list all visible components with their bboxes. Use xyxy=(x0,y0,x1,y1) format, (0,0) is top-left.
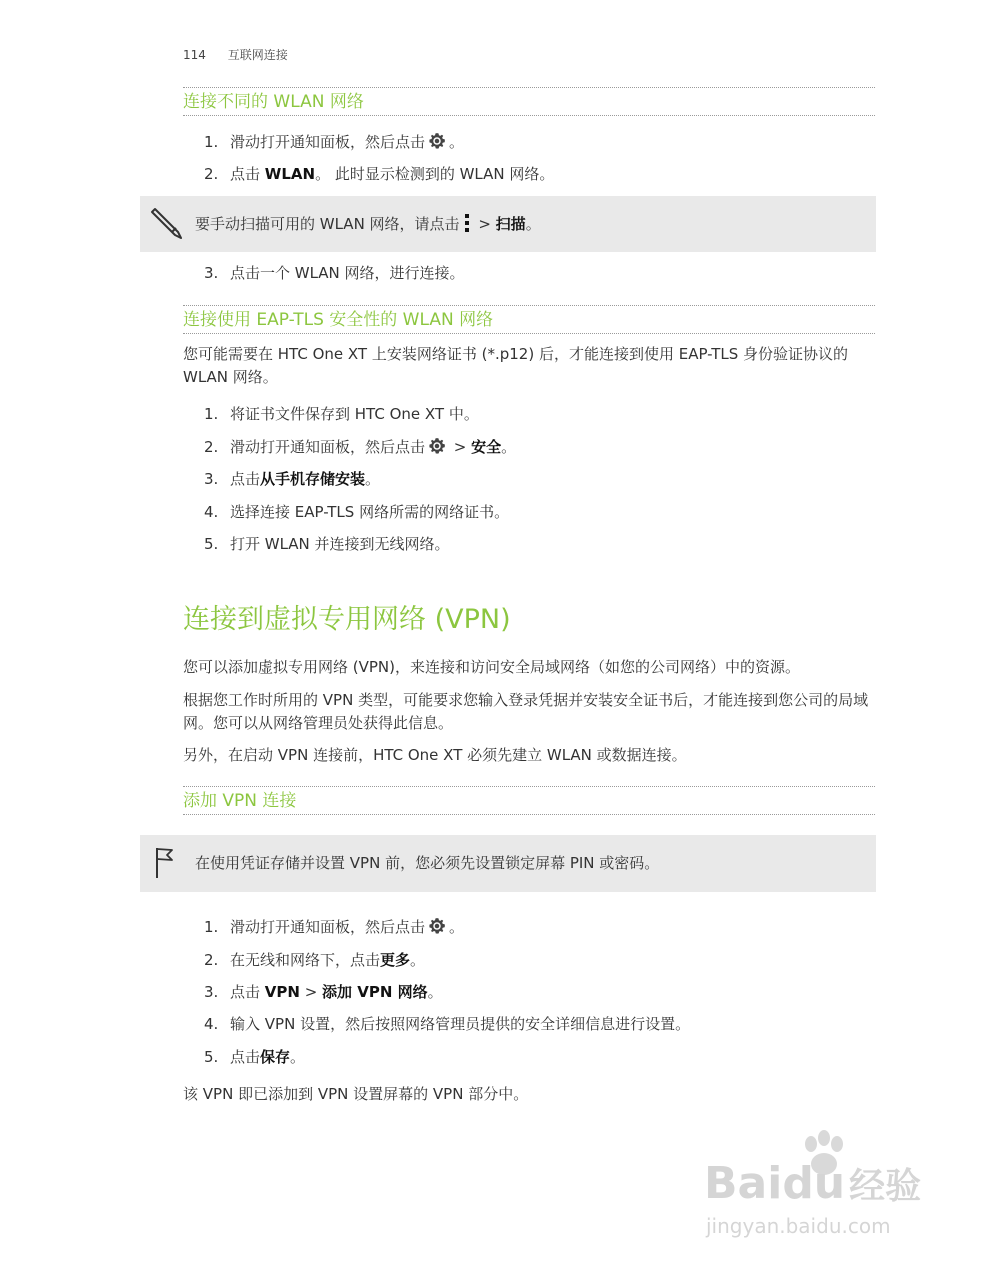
list-item xyxy=(204,403,479,425)
step-separator: > xyxy=(299,983,323,1001)
watermark-brand-2: du xyxy=(782,1158,846,1209)
step-text-end: 。 xyxy=(449,133,465,151)
chapter-name: 互联网连接 xyxy=(227,48,288,62)
step-text-end: 。 此时显示检测到的 WLAN 网络。 xyxy=(315,165,555,183)
important-text: 在使用凭证存储并设置 VPN 前，您必须先设置锁定屏幕 PIN 或密码。 xyxy=(195,854,660,872)
step-text-end: 。 xyxy=(365,470,381,488)
step-text: 选择连接 EAP-TLS 网络所需的网络证书。 xyxy=(230,503,510,521)
step-number: 4. xyxy=(204,1015,219,1033)
page-header xyxy=(183,46,288,63)
list-item xyxy=(204,262,465,284)
watermark-cn: 经验 xyxy=(849,1166,922,1207)
menu-more-icon xyxy=(463,214,471,232)
tip-note xyxy=(140,196,876,252)
section-title-add-vpn: 添加 VPN 连接 xyxy=(183,786,875,815)
step-text-end: 。 xyxy=(290,1048,306,1066)
tip-text-end: 。 xyxy=(525,215,541,233)
step-text: 滑动打开通知面板，然后点击 xyxy=(230,918,426,936)
outro-text: 该 VPN 即已添加到 VPN 设置屏幕的 VPN 部分中。 xyxy=(183,1085,529,1103)
step-number: 2. xyxy=(204,951,219,969)
list-item xyxy=(204,949,425,971)
page-number: 114 xyxy=(183,48,206,62)
step-bold: 更多 xyxy=(380,951,411,969)
step-number: 2. xyxy=(204,438,219,456)
step-text-end: 。 xyxy=(427,983,443,1001)
list-item xyxy=(204,468,380,490)
step-text-end: 。 xyxy=(501,438,517,456)
important-note xyxy=(140,835,876,892)
step-bold-2: 添加 VPN 网络 xyxy=(322,983,428,1001)
step-text: 点击 xyxy=(230,470,261,488)
tip-text-before: 要手动扫描可用的 WLAN 网络，请点击 xyxy=(195,215,460,233)
step-number: 1. xyxy=(204,133,219,151)
step-number: 1. xyxy=(204,918,219,936)
step-separator: > xyxy=(449,438,472,456)
list-item xyxy=(204,163,554,185)
step-number: 3. xyxy=(204,983,219,1001)
step-bold: VPN xyxy=(264,983,300,1001)
step-text: 将证书文件保存到 HTC One XT 中。 xyxy=(230,405,479,423)
step-number: 1. xyxy=(204,405,219,423)
step-bold: WLAN xyxy=(264,165,316,183)
list-item xyxy=(204,1013,690,1035)
step-bold: 安全 xyxy=(471,438,502,456)
section-intro: 您可能需要在 HTC One XT 上安装网络证书 (*.p12) 后，才能连接到使用 EAP-TLS 身份验证协议的 WLAN 网络。 xyxy=(183,345,849,386)
tip-bold: 扫描 xyxy=(495,215,526,233)
step-text: 点击 xyxy=(230,165,265,183)
step-number: 5. xyxy=(204,535,219,553)
list-item xyxy=(204,131,464,153)
list-item xyxy=(204,1046,305,1068)
baidu-watermark xyxy=(704,1140,934,1240)
chapter-title-vpn: 连接到虚拟专用网络 (VPN) xyxy=(183,604,511,635)
watermark-brand: Bai xyxy=(704,1158,783,1209)
step-number: 3. xyxy=(204,264,219,282)
list-item xyxy=(204,436,516,458)
step-text: 滑动打开通知面板，然后点击 xyxy=(230,438,426,456)
settings-gear-icon xyxy=(428,132,446,150)
step-text: 滑动打开通知面板，然后点击 xyxy=(230,133,426,151)
list-item xyxy=(204,501,509,523)
step-number: 5. xyxy=(204,1048,219,1066)
tip-separator: > xyxy=(473,215,496,233)
section-title-eap-tls: 连接使用 EAP-TLS 安全性的 WLAN 网络 xyxy=(183,305,875,334)
step-text: 点击一个 WLAN 网络，进行连接。 xyxy=(230,264,465,282)
settings-gear-icon xyxy=(428,437,446,455)
step-text-end: 。 xyxy=(449,918,465,936)
settings-gear-icon xyxy=(428,917,446,935)
vpn-paragraph-1: 您可以添加虚拟专用网络 (VPN)，来连接和访问安全局域网络（如您的公司网络）中的资源。 xyxy=(183,658,801,676)
step-text: 在无线和网络下，点击 xyxy=(230,951,381,969)
vpn-paragraph-2: 根据您工作时所用的 VPN 类型，可能要求您输入登录凭据并安装安全证书后，才能连接到您公司的局域网。您可以从网络管理员处获得此信息。 xyxy=(183,691,869,732)
step-text: 打开 WLAN 并连接到无线网络。 xyxy=(230,535,450,553)
flag-icon xyxy=(154,847,176,879)
step-text: 输入 VPN 设置，然后按照网络管理员提供的安全详细信息进行设置。 xyxy=(230,1015,691,1033)
step-text-end: 。 xyxy=(410,951,426,969)
step-text: 点击 xyxy=(230,983,265,1001)
step-bold: 保存 xyxy=(260,1048,291,1066)
step-number: 3. xyxy=(204,470,219,488)
list-item xyxy=(204,533,450,555)
vpn-paragraph-3: 另外，在启动 VPN 连接前，HTC One XT 必须先建立 WLAN 或数据连接。 xyxy=(183,746,687,764)
step-number: 2. xyxy=(204,165,219,183)
section-title-wlan: 连接不同的 WLAN 网络 xyxy=(183,87,875,116)
list-item xyxy=(204,916,464,938)
step-number: 4. xyxy=(204,503,219,521)
tip-text xyxy=(195,213,541,235)
pencil-icon xyxy=(148,206,184,240)
list-item xyxy=(204,981,443,1003)
step-bold: 从手机存储安装 xyxy=(260,470,366,488)
watermark-url: jingyan.baidu.com xyxy=(706,1214,891,1238)
step-text: 点击 xyxy=(230,1048,261,1066)
